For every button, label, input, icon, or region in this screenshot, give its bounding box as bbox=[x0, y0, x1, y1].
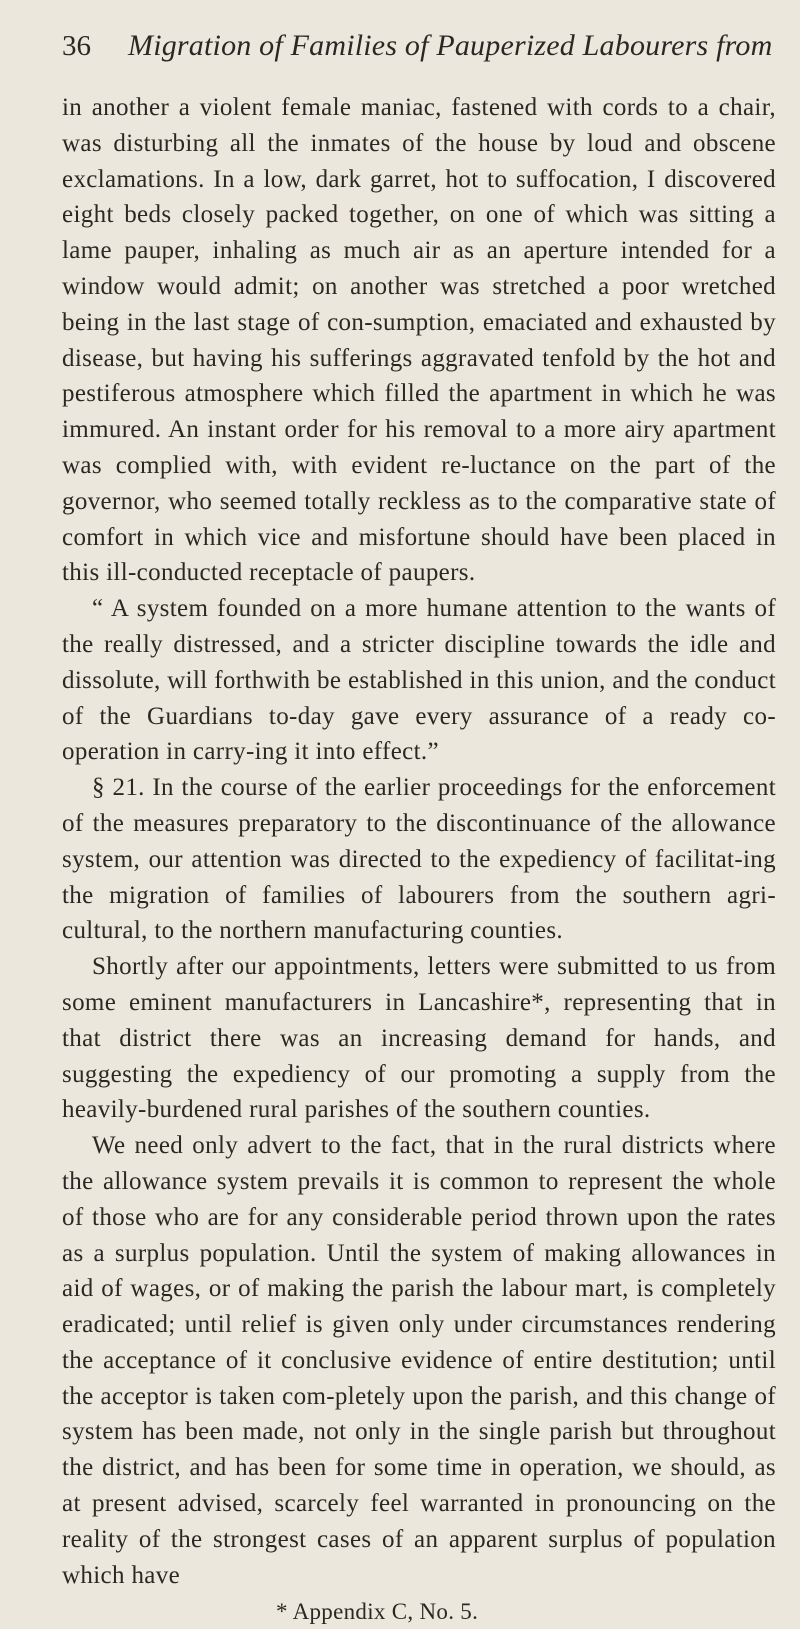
page-header bbox=[62, 22, 776, 70]
footnote: * Appendix C, No. 5. bbox=[276, 1599, 479, 1625]
running-title: Migration of Families of Pauperized Labourers from bbox=[128, 29, 773, 62]
page-number: 36 bbox=[62, 30, 91, 62]
paragraph: § 21. In the course of the earlier proceedings for the enforcement of the measures preparatory to the discontinuance of the allowance system, our attention was directed to the expediency of facilitat-ing the migration of families of labourers from the southern agri-cultural, to the northern manufacturing counties. bbox=[62, 774, 776, 945]
paragraph: We need only advert to the fact, that in the rural districts where the allowance system prevails it is common to represent the whole of those who are for any considerable period thrown upon the rates as a surplus population. Until the system of making allowances in aid of wages, or of making the parish the labour mart, is completely eradicated; until relief is given only under circumstances rendering the acceptance of it conclusive evidence of entire destitution; until the acceptor is taken com-pletely upon the parish, and this change of system has been made, not only in the single parish but throughout the district, and has been for some time in operation, we should, as at present advised, scarcely feel warranted in pronouncing on the reality of the strongest cases of an apparent surplus of population which have bbox=[62, 1132, 776, 1589]
body-text bbox=[62, 90, 776, 1593]
paragraph: “ A system founded on a more humane attention to the wants of the really distressed, and a stricter discipline towards the idle and dissolute, will forthwith be established in this union, and the conduct of the Guardians to-day gave every assurance of a ready co-operation in carry-ing it into effect.” bbox=[62, 595, 776, 766]
paragraph: Shortly after our appointments, letters were submitted to us from some eminent manufacturers in Lancashire*, representing that in that district there was an increasing demand for hands, and suggesting the expediency of our promoting a supply from the heavily-burdened rural parishes of the southern counties. bbox=[62, 953, 776, 1124]
paragraph: in another a violent female maniac, fastened with cords to a chair, was disturbing all the inmates of the house by loud and obscene exclamations. In a low, dark garret, hot to suffocation, I discovered eight beds closely packed together, on one of which was sitting a lame pauper, inhaling as much air as an aperture intended for a window would admit; on another was stretched a poor wretched being in the last stage of con-sumption, emaciated and exhausted by disease, but having his sufferings aggravated tenfold by the hot and pestiferous atmosphere which filled the apartment in which he was immured. An instant order for his removal to a more airy apartment was complied with, with evident re-luctance on the part of the governor, who seemed totally reckless as to the comparative state of comfort in which vice and misfortune should have been placed in this ill-conducted receptacle of paupers. bbox=[62, 94, 776, 587]
